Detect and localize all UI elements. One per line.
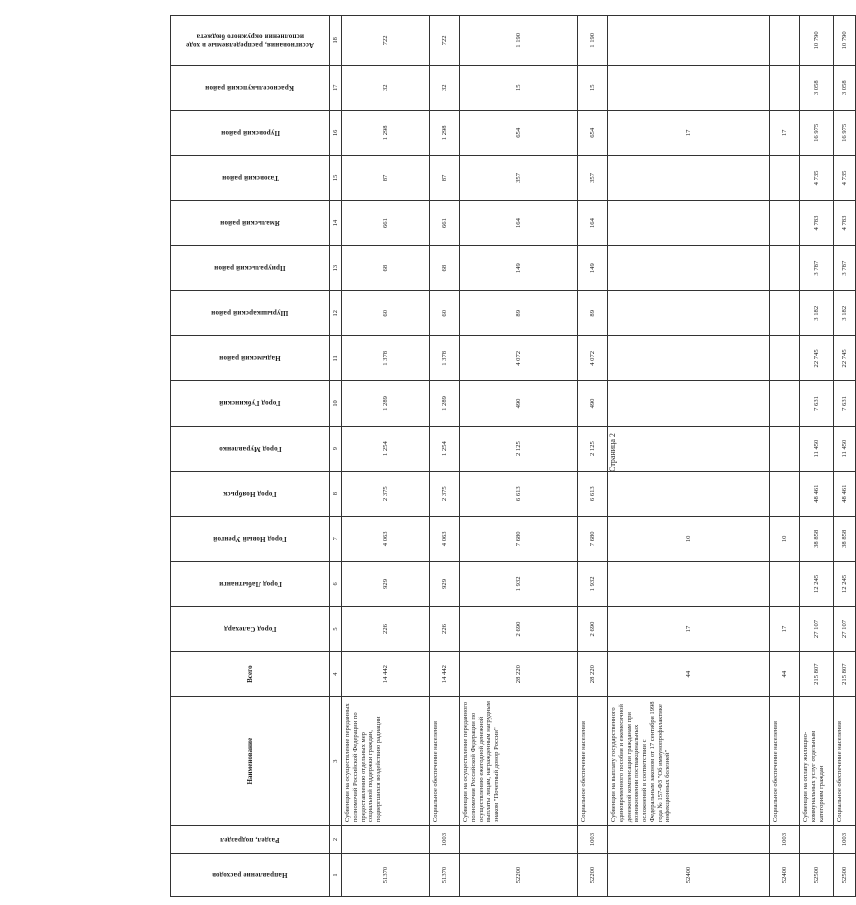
tazovsky-cell: 357 [460, 155, 578, 200]
column-number-cell: 14 [330, 200, 342, 245]
noyabrsk-cell [770, 471, 800, 516]
column-number-cell: 12 [330, 291, 342, 336]
reserve-cell: 10 790 [834, 16, 856, 66]
noyabrsk-cell: 48 461 [800, 471, 834, 516]
gubkinsky-cell: 1 289 [430, 381, 460, 426]
expense-code-cell: 52500 [800, 854, 834, 897]
column-numbers-row [330, 16, 342, 897]
krasnoselkup-cell: 32 [342, 65, 430, 110]
muravlenko-cell [770, 426, 800, 471]
gubkinsky-cell: 490 [578, 381, 608, 426]
priuralsky-cell: 149 [460, 246, 578, 291]
table-row [608, 16, 770, 897]
shuryshkary-cell: 60 [430, 291, 460, 336]
column-number-cell: 7 [330, 516, 342, 561]
nadym-cell: 22 745 [834, 336, 856, 381]
muravlenko-cell: 1 254 [342, 426, 430, 471]
purovsky-cell: 16 975 [834, 110, 856, 155]
priuralsky-cell: 3 787 [834, 246, 856, 291]
reserve-cell: 722 [342, 16, 430, 66]
novy-urengoy-cell: 10 [608, 516, 770, 561]
name-cell: Социальное обеспечение населения [430, 697, 460, 826]
budget-table [170, 15, 856, 897]
noyabrsk-cell: 6 613 [460, 471, 578, 516]
total-cell: 44 [608, 652, 770, 697]
header-cell: Пуровский район [171, 110, 330, 155]
gubkinsky-cell: 490 [460, 381, 578, 426]
priuralsky-cell: 68 [342, 246, 430, 291]
salekhard-cell: 17 [608, 606, 770, 651]
noyabrsk-cell: 48 461 [834, 471, 856, 516]
purovsky-cell: 1 298 [430, 110, 460, 155]
noyabrsk-cell: 6 613 [578, 471, 608, 516]
muravlenko-cell: 11 450 [800, 426, 834, 471]
salekhard-cell: 27 107 [834, 606, 856, 651]
muravlenko-cell [608, 426, 770, 471]
column-number-cell: 18 [330, 16, 342, 66]
header-cell: Приуральский район [171, 246, 330, 291]
yamalsky-cell: 661 [430, 200, 460, 245]
yamalsky-cell: 164 [460, 200, 578, 245]
name-cell: Социальное обеспечение населения [770, 697, 800, 826]
column-number-cell: 5 [330, 606, 342, 651]
krasnoselkup-cell: 15 [578, 65, 608, 110]
column-number-cell: 2 [330, 826, 342, 854]
reserve-cell: 10 790 [800, 16, 834, 66]
salekhard-cell: 17 [770, 606, 800, 651]
tazovsky-cell [608, 155, 770, 200]
noyabrsk-cell: 2 375 [342, 471, 430, 516]
table-row [770, 16, 800, 897]
header-cell: Ямальский район [171, 200, 330, 245]
muravlenko-cell: 1 254 [430, 426, 460, 471]
name-cell: Социальное обеспечение населения [834, 697, 856, 826]
header-cell: Город Муравленко [171, 426, 330, 471]
nadym-cell: 4 072 [578, 336, 608, 381]
novy-urengoy-cell: 38 858 [800, 516, 834, 561]
section-cell: 1003 [578, 826, 608, 854]
header-cell: Город Новый Уренгой [171, 516, 330, 561]
krasnoselkup-cell: 3 058 [800, 65, 834, 110]
labytnangi-cell: 1 932 [460, 561, 578, 606]
nadym-cell: 1 378 [342, 336, 430, 381]
noyabrsk-cell [608, 471, 770, 516]
salekhard-cell: 27 107 [800, 606, 834, 651]
muravlenko-cell: 2 125 [578, 426, 608, 471]
priuralsky-cell [608, 246, 770, 291]
name-cell: Социальное обеспечение населения [578, 697, 608, 826]
total-cell: 14 442 [430, 652, 460, 697]
labytnangi-cell: 1 932 [578, 561, 608, 606]
shuryshkary-cell: 89 [578, 291, 608, 336]
column-number-cell: 3 [330, 697, 342, 826]
labytnangi-cell [608, 561, 770, 606]
gubkinsky-cell: 7 631 [834, 381, 856, 426]
section-cell [800, 826, 834, 854]
expense-code-cell: 52400 [770, 854, 800, 897]
total-cell: 215 807 [800, 652, 834, 697]
header-cell: Надымский район [171, 336, 330, 381]
header-cell: Город Губкинский [171, 381, 330, 426]
labytnangi-cell: 12 245 [834, 561, 856, 606]
expense-code-cell: 51370 [430, 854, 460, 897]
shuryshkary-cell [608, 291, 770, 336]
krasnoselkup-cell: 15 [460, 65, 578, 110]
name-cell: Субвенции на выплату государственного единовременного пособия и ежемесячной денежной компенсации гражданам при возникновении поствакцинальных осложнений в соответствии с Федеральным законом от 17 сентября 1998 года № 157-ФЗ "Об иммунопрофилактике инфекционных болезней" [608, 697, 770, 826]
priuralsky-cell: 149 [578, 246, 608, 291]
section-cell: 1003 [770, 826, 800, 854]
section-cell [342, 826, 430, 854]
header-cell: Раздел, подраздел [171, 826, 330, 854]
krasnoselkup-cell [770, 65, 800, 110]
header-cell: Шурышкарский район [171, 291, 330, 336]
table-row [834, 16, 856, 897]
salekhard-cell: 226 [430, 606, 460, 651]
muravlenko-cell: 11 450 [834, 426, 856, 471]
tazovsky-cell: 87 [342, 155, 430, 200]
yamalsky-cell: 661 [342, 200, 430, 245]
purovsky-cell: 17 [770, 110, 800, 155]
salekhard-cell: 226 [342, 606, 430, 651]
column-number-cell: 13 [330, 246, 342, 291]
shuryshkary-cell [770, 291, 800, 336]
gubkinsky-cell: 7 631 [800, 381, 834, 426]
column-number-cell: 11 [330, 336, 342, 381]
header-cell: Тазовский район [171, 155, 330, 200]
labytnangi-cell [770, 561, 800, 606]
purovsky-cell: 654 [460, 110, 578, 155]
total-cell: 28 220 [460, 652, 578, 697]
expense-code-cell: 52200 [578, 854, 608, 897]
tazovsky-cell: 87 [430, 155, 460, 200]
reserve-cell: 722 [430, 16, 460, 66]
shuryshkary-cell: 3 182 [834, 291, 856, 336]
noyabrsk-cell: 2 375 [430, 471, 460, 516]
shuryshkary-cell: 89 [460, 291, 578, 336]
page-label: Страница 2 [608, 433, 617, 472]
table-row [578, 16, 608, 897]
column-number-cell: 8 [330, 471, 342, 516]
novy-urengoy-cell: 4 063 [430, 516, 460, 561]
total-cell: 14 442 [342, 652, 430, 697]
krasnoselkup-cell: 3 058 [834, 65, 856, 110]
header-cell: Направление расходов [171, 854, 330, 897]
yamalsky-cell: 4 783 [834, 200, 856, 245]
novy-urengoy-cell: 7 680 [460, 516, 578, 561]
yamalsky-cell [770, 200, 800, 245]
nadym-cell: 22 745 [800, 336, 834, 381]
priuralsky-cell: 3 787 [800, 246, 834, 291]
novy-urengoy-cell: 38 858 [834, 516, 856, 561]
column-number-cell: 10 [330, 381, 342, 426]
header-cell: Город Салехард [171, 606, 330, 651]
gubkinsky-cell [608, 381, 770, 426]
novy-urengoy-cell: 4 063 [342, 516, 430, 561]
salekhard-cell: 2 690 [578, 606, 608, 651]
header-cell: Всего [171, 652, 330, 697]
total-cell: 44 [770, 652, 800, 697]
table-row [342, 16, 430, 897]
column-number-cell: 15 [330, 155, 342, 200]
tazovsky-cell: 4 735 [834, 155, 856, 200]
section-cell: 1003 [430, 826, 460, 854]
header-cell: Наименование [171, 697, 330, 826]
krasnoselkup-cell: 32 [430, 65, 460, 110]
header-cell: Город Ноябрьск [171, 471, 330, 516]
novy-urengoy-cell: 7 680 [578, 516, 608, 561]
header-cell: Красноселькупский район [171, 65, 330, 110]
reserve-cell [608, 16, 770, 66]
yamalsky-cell: 4 783 [800, 200, 834, 245]
column-number-cell: 9 [330, 426, 342, 471]
salekhard-cell: 2 690 [460, 606, 578, 651]
novy-urengoy-cell: 10 [770, 516, 800, 561]
column-number-cell: 1 [330, 854, 342, 897]
expense-code-cell: 52200 [460, 854, 578, 897]
header-cell: Ассигнования, распределяемые в ходе исполнения окружного бюджета [171, 16, 330, 66]
nadym-cell [770, 336, 800, 381]
purovsky-cell: 16 975 [800, 110, 834, 155]
name-cell: Субвенции на осуществление переданных полномочий Российской Федерации по предоставлению отдельных мер социальной поддержки граждан, подвергшихся воздействию радиации [342, 697, 430, 826]
purovsky-cell: 17 [608, 110, 770, 155]
gubkinsky-cell: 1 289 [342, 381, 430, 426]
name-cell: Субвенции на оплату жилищно-коммунальных услуг отдельным категориям граждан [800, 697, 834, 826]
column-number-cell: 17 [330, 65, 342, 110]
purovsky-cell: 654 [578, 110, 608, 155]
labytnangi-cell: 929 [342, 561, 430, 606]
krasnoselkup-cell [608, 65, 770, 110]
column-number-cell: 16 [330, 110, 342, 155]
muravlenko-cell: 2 125 [460, 426, 578, 471]
section-cell [608, 826, 770, 854]
section-cell: 1003 [834, 826, 856, 854]
gubkinsky-cell [770, 381, 800, 426]
labytnangi-cell: 12 245 [800, 561, 834, 606]
nadym-cell [608, 336, 770, 381]
expense-code-cell: 52500 [834, 854, 856, 897]
name-cell: Субвенции на осуществление переданного полномочия Российской Федерации по осуществлению ежегодной денежной выплаты лицам, награжденным нагрудным знаком "Почетный донор России" [460, 697, 578, 826]
column-number-cell: 4 [330, 652, 342, 697]
table-row [460, 16, 578, 897]
reserve-cell [770, 16, 800, 66]
labytnangi-cell: 929 [430, 561, 460, 606]
shuryshkary-cell: 60 [342, 291, 430, 336]
reserve-cell: 1 190 [578, 16, 608, 66]
priuralsky-cell: 68 [430, 246, 460, 291]
expense-code-cell: 51370 [342, 854, 430, 897]
total-cell: 28 220 [578, 652, 608, 697]
header-cell: Город Лабытнанги [171, 561, 330, 606]
expense-code-cell: 52400 [608, 854, 770, 897]
tazovsky-cell: 4 735 [800, 155, 834, 200]
tazovsky-cell [770, 155, 800, 200]
nadym-cell: 1 378 [430, 336, 460, 381]
reserve-cell: 1 190 [460, 16, 578, 66]
total-cell: 215 807 [834, 652, 856, 697]
yamalsky-cell: 164 [578, 200, 608, 245]
priuralsky-cell [770, 246, 800, 291]
header-row [171, 16, 330, 897]
purovsky-cell: 1 298 [342, 110, 430, 155]
column-number-cell: 6 [330, 561, 342, 606]
shuryshkary-cell: 3 182 [800, 291, 834, 336]
yamalsky-cell [608, 200, 770, 245]
table-row [430, 16, 460, 897]
section-cell [460, 826, 578, 854]
nadym-cell: 4 072 [460, 336, 578, 381]
table-row [800, 16, 834, 897]
tazovsky-cell: 357 [578, 155, 608, 200]
